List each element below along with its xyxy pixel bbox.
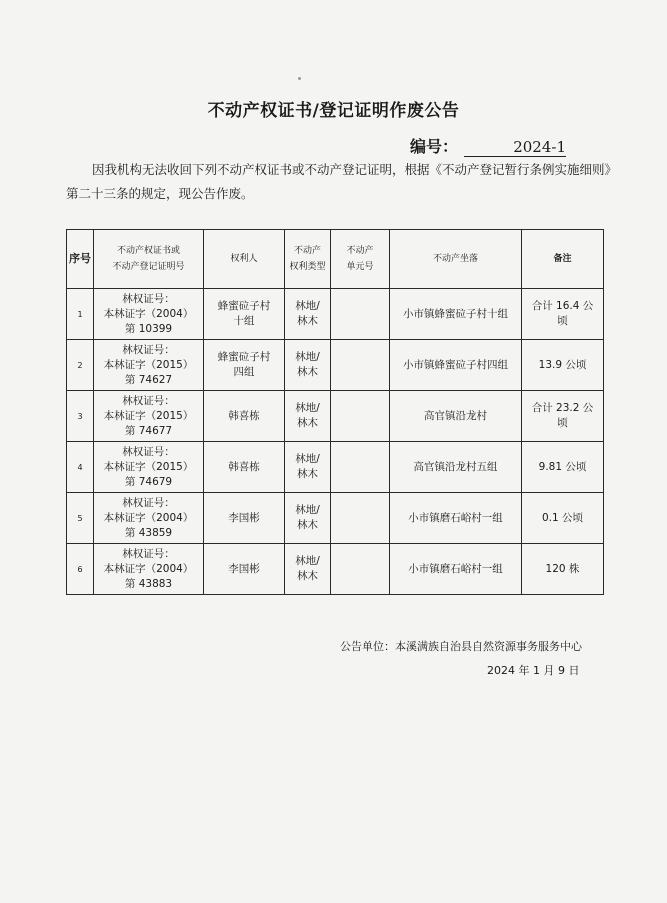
type-line2: 林木	[297, 417, 318, 429]
cell-type	[285, 340, 331, 391]
cert-line3: 第 43859	[124, 526, 173, 539]
cell-cert	[94, 340, 204, 391]
cell-remark	[522, 391, 604, 442]
header-type	[285, 230, 331, 289]
cell-cert	[94, 391, 204, 442]
intro-paragraph: 因我机构无法收回下列不动产权证书或不动产登记证明，根据《不动产登记暂行条例实施细则》	[92, 162, 618, 177]
cert-line2: 本林证字（2004）	[103, 307, 194, 320]
cert-line1: 林权证号：	[122, 547, 175, 560]
cert-line2: 本林证字（2015）	[103, 409, 194, 422]
cell-unit	[331, 289, 390, 340]
header-cert-line2: 不动产登记证明号	[112, 262, 185, 272]
cert-line1: 林权证号：	[122, 292, 175, 305]
table-header-row	[67, 230, 604, 289]
cell-unit	[331, 544, 390, 595]
cell-seq: 6	[67, 544, 94, 595]
cert-line2: 本林证字（2015）	[103, 358, 194, 371]
cert-line3: 第 74679	[124, 475, 173, 488]
cell-seq: 4	[67, 442, 94, 493]
table-row	[67, 340, 604, 391]
table-row	[67, 442, 604, 493]
document-number	[410, 134, 610, 157]
type-line1: 林地/	[295, 351, 320, 363]
holder-line1: 韩喜栋	[228, 409, 260, 422]
cell-unit	[331, 442, 390, 493]
void-certificates-table	[66, 229, 604, 595]
issuing-unit: 公告单位：本溪满族自治县自然资源事务服务中心	[340, 640, 582, 653]
cert-line2: 本林证字（2015）	[103, 460, 194, 473]
cell-cert	[94, 442, 204, 493]
holder-line1: 李国彬	[228, 562, 260, 575]
type-line1: 林地/	[295, 300, 320, 312]
cell-seq: 3	[67, 391, 94, 442]
cert-line3: 第 74677	[124, 424, 173, 437]
cell-seq: 5	[67, 493, 94, 544]
table-row	[67, 289, 604, 340]
cell-holder	[204, 391, 285, 442]
cell-type	[285, 442, 331, 493]
cert-line1: 林权证号：	[122, 496, 175, 509]
holder-line1: 李国彬	[228, 511, 260, 524]
cell-holder	[204, 289, 285, 340]
cert-line1: 林权证号：	[122, 343, 175, 356]
remark-line1: 合计 16.4 公	[531, 300, 594, 312]
type-line2: 林木	[297, 570, 318, 582]
number-label: 编号：	[410, 137, 459, 156]
holder-line1: 韩喜栋	[228, 460, 260, 473]
header-seq: 序号	[67, 230, 94, 289]
cell-holder	[204, 442, 285, 493]
header-unit-line2: 单元号	[346, 262, 374, 272]
cell-location: 小市镇磨石峪村一组	[390, 493, 522, 544]
cell-type	[285, 493, 331, 544]
cell-location: 小市镇蜂蜜砬子村四组	[390, 340, 522, 391]
holder-line2: 十组	[233, 315, 255, 327]
type-line1: 林地/	[295, 402, 320, 414]
cell-cert	[94, 289, 204, 340]
holder-line2: 四组	[233, 366, 255, 378]
cell-type	[285, 391, 331, 442]
type-line2: 林木	[297, 315, 318, 327]
header-type-line1: 不动产	[293, 246, 321, 256]
scan-speck	[298, 77, 301, 80]
cell-remark	[522, 340, 604, 391]
type-line2: 林木	[297, 519, 318, 531]
cell-unit	[331, 391, 390, 442]
document-title: 不动产权证书/登记证明作废公告	[207, 101, 460, 121]
cell-unit	[331, 340, 390, 391]
header-unit-line1: 不动产	[346, 246, 374, 256]
cert-line1: 林权证号：	[122, 445, 175, 458]
remark-line1: 120 株	[545, 562, 580, 575]
table-row	[67, 391, 604, 442]
header-unit	[331, 230, 390, 289]
intro-paragraph-line2: 第二十三条的规定，现公告作废。	[66, 186, 254, 201]
type-line2: 林木	[297, 366, 318, 378]
cert-line3: 第 10399	[124, 322, 173, 335]
remark-line1: 9.81 公顷	[538, 460, 587, 473]
cell-location: 高官镇沿龙村	[390, 391, 522, 442]
cert-line3: 第 74627	[124, 373, 173, 386]
issue-date: 2024 年 1 月 9 日	[487, 664, 580, 677]
cert-line2: 本林证字（2004）	[103, 562, 194, 575]
cell-type	[285, 544, 331, 595]
remark-line1: 合计 23.2 公	[531, 402, 594, 414]
header-cert	[94, 230, 204, 289]
cell-cert	[94, 544, 204, 595]
cell-remark	[522, 493, 604, 544]
table-row	[67, 544, 604, 595]
cell-unit	[331, 493, 390, 544]
cert-line2: 本林证字（2004）	[103, 511, 194, 524]
type-line1: 林地/	[295, 453, 320, 465]
holder-line1: 蜂蜜砬子村	[217, 351, 271, 363]
cell-cert	[94, 493, 204, 544]
cell-type	[285, 289, 331, 340]
header-remark: 备注	[522, 230, 604, 289]
cell-location: 小市镇磨石峪村一组	[390, 544, 522, 595]
header-holder: 权利人	[204, 230, 285, 289]
remark-line2: 顷	[557, 315, 568, 327]
type-line2: 林木	[297, 468, 318, 480]
cell-location: 高官镇沿龙村五组	[390, 442, 522, 493]
cert-line1: 林权证号：	[122, 394, 175, 407]
header-cert-line1: 不动产权证书或	[116, 246, 180, 256]
cell-seq: 1	[67, 289, 94, 340]
number-value: 2024-1	[464, 138, 566, 157]
cell-holder	[204, 493, 285, 544]
cell-remark	[522, 442, 604, 493]
cell-remark	[522, 289, 604, 340]
table-row	[67, 493, 604, 544]
cell-remark	[522, 544, 604, 595]
cell-holder	[204, 544, 285, 595]
type-line1: 林地/	[295, 555, 320, 567]
remark-line1: 0.1 公顷	[541, 511, 584, 524]
header-location: 不动产坐落	[390, 230, 522, 289]
header-type-line2: 权利类型	[289, 262, 326, 272]
cell-location: 小市镇蜂蜜砬子村十组	[390, 289, 522, 340]
cert-line3: 第 43883	[124, 577, 173, 590]
remark-line1: 13.9 公顷	[538, 358, 587, 371]
holder-line1: 蜂蜜砬子村	[217, 300, 271, 312]
cell-holder	[204, 340, 285, 391]
type-line1: 林地/	[295, 504, 320, 516]
cell-seq: 2	[67, 340, 94, 391]
remark-line2: 顷	[557, 417, 568, 429]
